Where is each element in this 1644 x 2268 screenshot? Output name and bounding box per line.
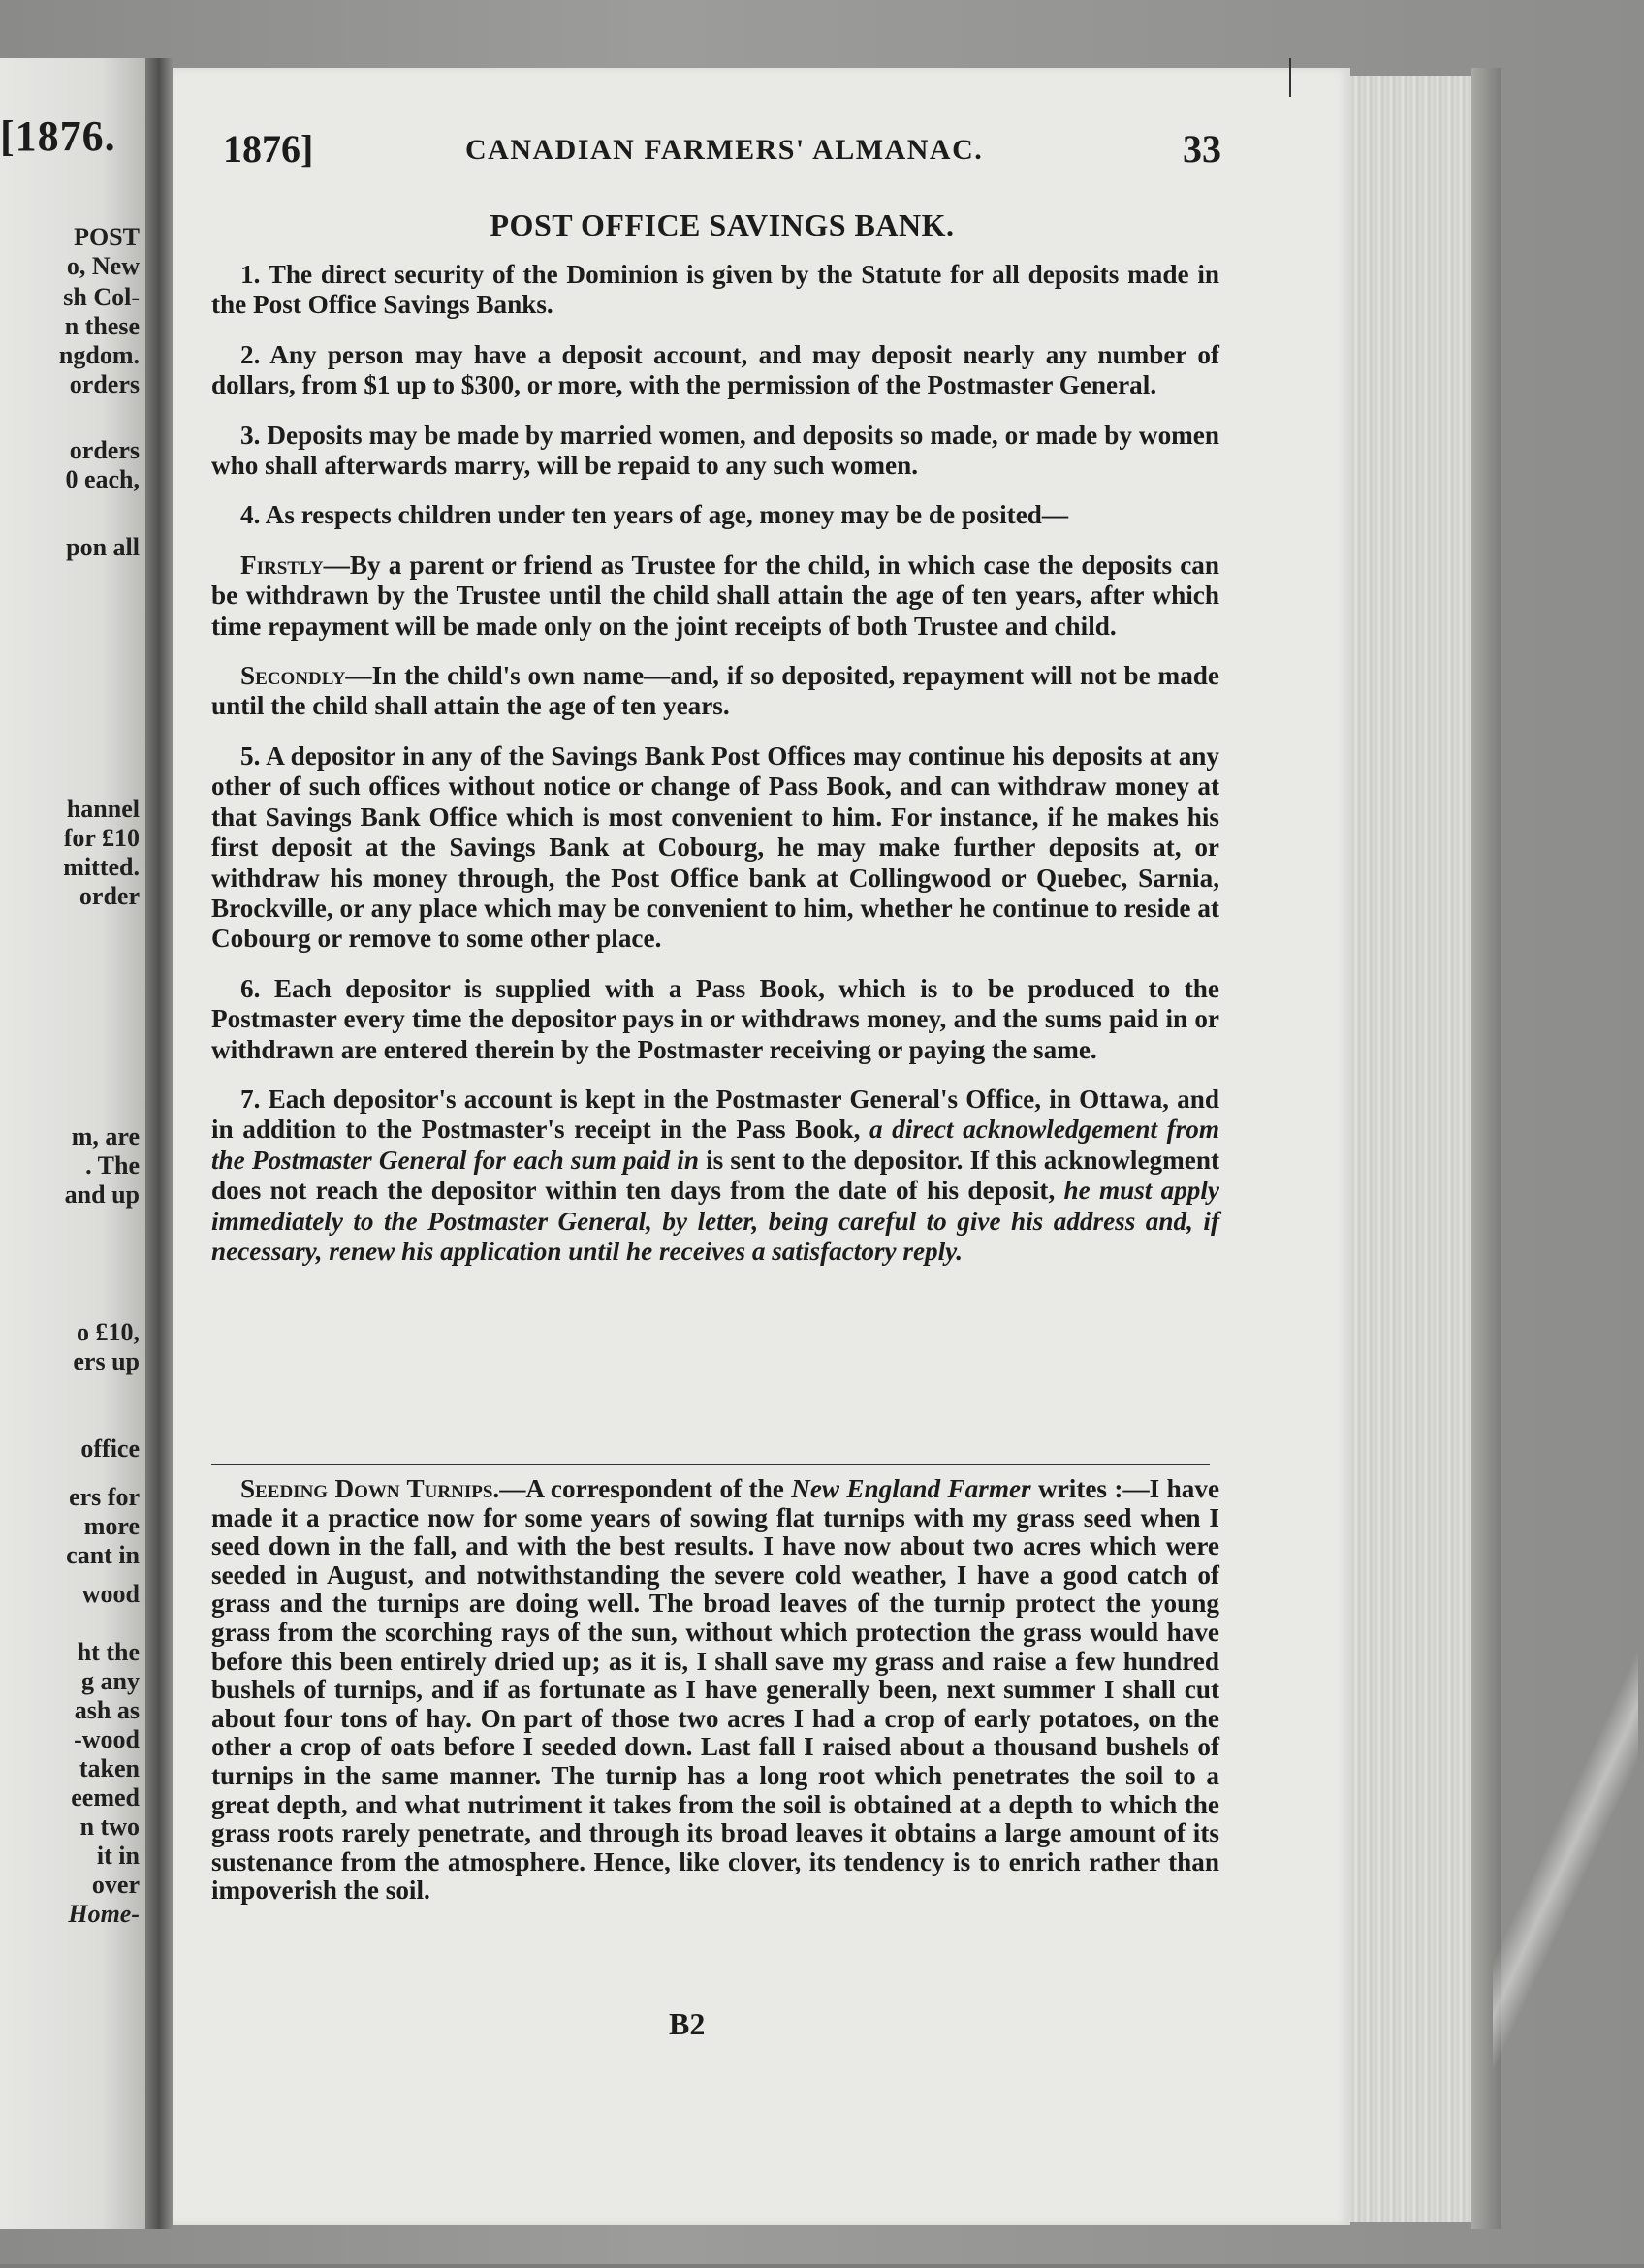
facing-page-fragment: ht the [77, 1638, 140, 1666]
facing-page-left [0, 58, 145, 2229]
seeding-source: New England Farmer [791, 1474, 1031, 1503]
facing-page-fragment: Home- [68, 1900, 140, 1928]
facing-page-fragment: ngdom. [58, 341, 140, 369]
facing-page-fragment: ers up [73, 1347, 140, 1375]
facing-page-fragment: eemed [71, 1783, 140, 1811]
facing-page-fragment: more [83, 1512, 140, 1540]
facing-page-fragment: o £10, [77, 1318, 140, 1346]
paragraph-3: 3. Deposits may be made by married women, and deposits so made, or made by women who shall afterwards marry, will be repaid to any such women. [211, 420, 1219, 481]
facing-page-fragment: cant in [66, 1541, 140, 1569]
facing-page-fragment: for £10 [63, 824, 140, 852]
facing-page-fragment: n these [64, 312, 140, 340]
p7-text-c: is sent to the depositor. If this acknowlegment does not reach the depositor within ten days from the date of his deposit, [211, 1145, 1219, 1206]
running-header [223, 126, 1221, 184]
paragraph-5: 5. A depositor in any of the Savings Bank Post Offices may continue his deposits at any other of such offices without notice or change of Pass Book, and can withdraw money at that Savings Bank Office which is most convenient to him. For instance, if he makes his first deposit at the Savings Bank at Cobourg, he may make further deposits at, or withdraw his money through, the Post Office bank at Collingwood or Quebec, Sarnia, Brockville, or any place which may be convenient to him, whether he continue to reside at Cobourg or remove to some other place. [211, 740, 1219, 954]
facing-page-fragment: hannel [66, 795, 140, 823]
paragraph-4: 4. As respects children under ten years of age, money may be de posited— [240, 500, 1069, 530]
facing-page-fragment: mitted. [63, 853, 140, 881]
article-title: POST OFFICE SAVINGS BANK. [490, 207, 955, 242]
paragraph-6: 6. Each depositor is supplied with a Pass Book, which is to be produced to the Postmaster every time the depositor pays in or withdraws money, and the sums paid in or withdrawn are entered therein by the Postmaster receiving or paying the same. [211, 973, 1219, 1064]
facing-page-fragment: pon all [66, 533, 140, 561]
facing-page-fragment: o, New [66, 252, 140, 280]
seeding-lead: Seeding Down Turnips. [240, 1474, 500, 1503]
seeding-article [211, 1475, 1219, 1906]
secondly-lead: Secondly [240, 661, 346, 691]
facing-page-fragment: g any [81, 1667, 140, 1695]
facing-page-fragment: orders [69, 370, 140, 398]
header-title: CANADIAN FARMERS' ALMANAC. [465, 134, 984, 166]
facing-page-fragment: over [91, 1871, 140, 1899]
scan-glare [1493, 1454, 1638, 2268]
facing-page-fragment: 0 each, [65, 465, 140, 493]
paragraph-firstly [211, 551, 1219, 642]
facing-page-fragment: ers for [69, 1483, 140, 1511]
seeding-paragraph [211, 1475, 1219, 1906]
seeding-text-b: writes :—I have made it a practice now for some years of sowing flat turnips with my grass seed when I seed down in the fall, and with the best results. I have now about two acres which were seeded in August, and notwithstanding the severe cold weather, I have a good catch of grass and the turnips are doing well. The broad leaves of the turnip protect the young grass from the scorching rays of the sun, without which protection the grass would have before this been entirely dried up; as it is, I shall save my grass and raise a few hundred bushels of turnips, and if as fortunate as I have generally been, next summer I shall cut about four tons of hay. On part of those two acres I had a crop of early potatoes, on the other a crop of oats before I seeded down. Last fall I raised about a thousand bushels of turnips in the same manner. The turnip has a long root which penetrates the soil to a great depth, and what nutriment it takes from the soil is obtained at a depth to which the grass roots rarely penetrate, and through its broad leaves it obtains a large amount of its sustenance from the atmosphere. Hence, like clover, its tendency is to enrich rather than impoverish the soil. [211, 1474, 1220, 1906]
facing-page-fragment: and up [64, 1181, 140, 1209]
facing-page-fragment: -wood [74, 1725, 140, 1753]
page-edges [1350, 76, 1471, 2222]
facing-page-year: [1876. [0, 112, 116, 160]
facing-page-fragment: taken [79, 1754, 140, 1782]
book-gutter [145, 58, 173, 2229]
facing-page-fragment: it in [96, 1842, 140, 1870]
paragraph-2: 2. Any person may have a deposit account, and may deposit nearly any number of dollars, from $1 up to $300, or more, with the permission of the Postmaster General. [211, 339, 1219, 400]
facing-page-fragment: n two [79, 1812, 140, 1841]
article-body [211, 260, 1219, 1286]
firstly-lead: Firstly [240, 550, 324, 580]
binding-thread [1289, 58, 1291, 97]
p7-italic-b: a direct acknowledgement from the Postmaster General for each sum paid in [211, 1115, 1219, 1175]
facing-page-fragment: sh Col- [63, 283, 140, 311]
p7-text-a: 7. Each depositor's account is kept in the Postmaster General's Office, in Ottawa, and in addition to the Postmaster's receipt in the Pass Book, [211, 1084, 1219, 1145]
page-number: 33 [1183, 127, 1221, 171]
seeding-text-a: —A correspondent of the [499, 1474, 792, 1503]
facing-page-fragment: POST [74, 223, 140, 251]
facing-page-fragment: wood [81, 1580, 140, 1608]
paragraph-7 [211, 1085, 1219, 1267]
secondly-text: —In the child's own name—and, if so deposited, repayment will not be made until the child shall attain the age of ten years. [211, 661, 1219, 721]
facing-page-fragment: . The [85, 1151, 140, 1180]
p7-italic-d: he must apply immediately to the Postmaster General, by letter, being careful to give his address and, if necessary, renew his application until he receives a satisfactory reply. [211, 1176, 1219, 1266]
signature-mark: B2 [669, 2006, 706, 2041]
facing-page-fragment: ash as [74, 1696, 140, 1724]
facing-page-fragment: m, are [71, 1122, 140, 1150]
facing-page-fragment: office [80, 1434, 140, 1463]
paragraph-secondly [211, 661, 1219, 722]
facing-page-fragment: order [79, 882, 140, 910]
header-year: 1876] [223, 127, 314, 171]
firstly-text: —By a parent or friend as Trustee for the child, in which case the deposits can be withdrawn by the Trustee until the child shall attain the age of ten years, after which time repayment will be made only on the joint receipts of both Trustee and child. [211, 550, 1219, 641]
paragraph-1: 1. The direct security of the Dominion is given by the Statute for all deposits made in the Post Office Savings Banks. [211, 260, 1219, 320]
section-divider [211, 1464, 1210, 1465]
facing-page-fragment: orders [69, 436, 140, 464]
